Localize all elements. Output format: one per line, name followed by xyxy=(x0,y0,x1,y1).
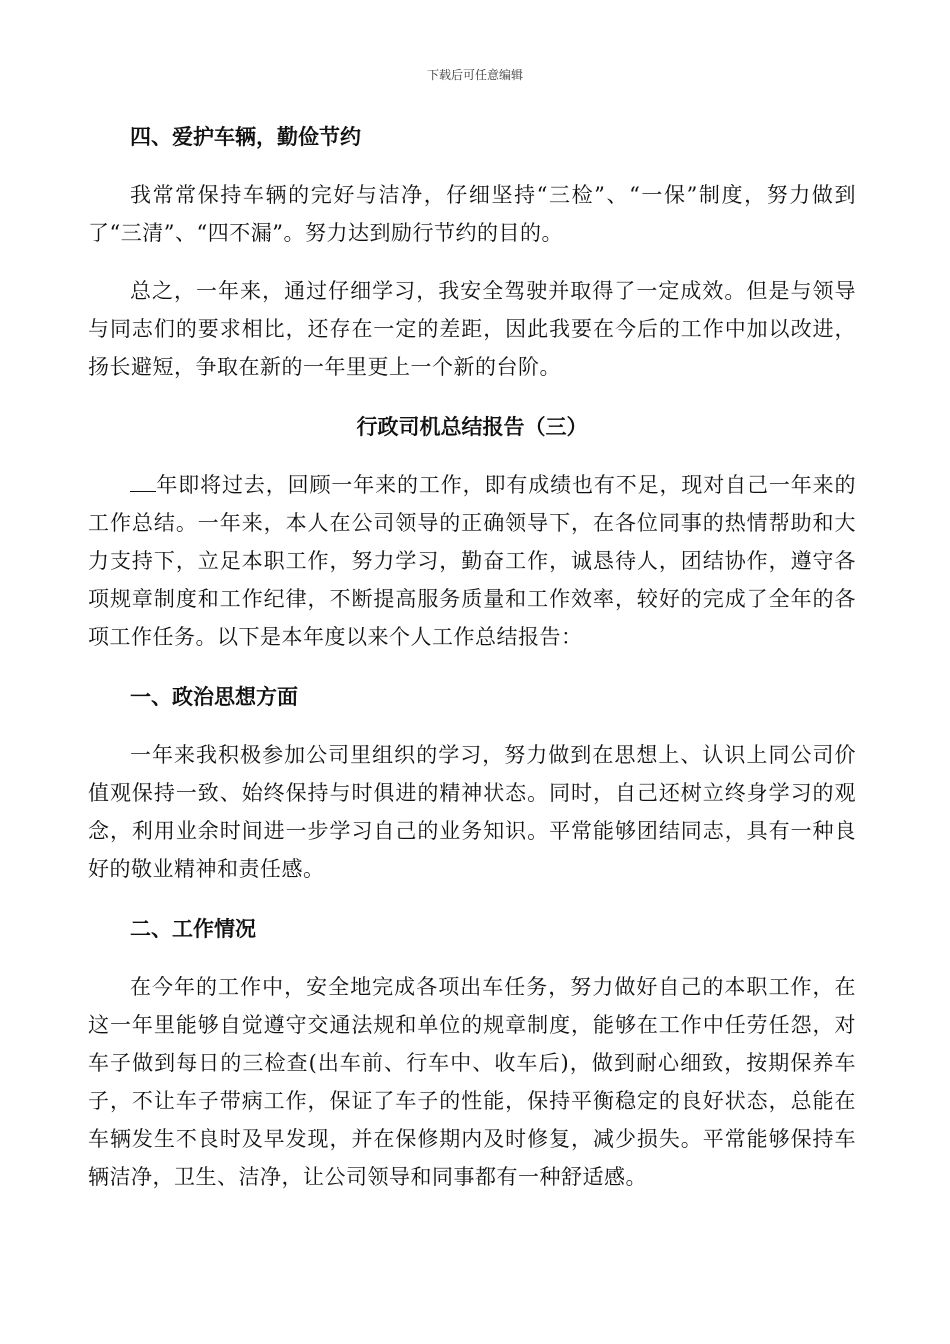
spacer xyxy=(88,656,856,678)
report-intro-text: 年即将过去，回顾一年来的工作，即有成绩也有不足，现对自己一年来的工作总结。一年来，本人在公司领导的正确领导下，在各位同事的热情帮助和大力支持下，立足本职工作，努力学习，勤奋工作，诚恳待人，团结协作，遵守各项规章制度和工作纪律，不断提高服务质量和工作效率，较好的完成了全年的各项工作任务。以下是本年度以来个人工作总结报告： xyxy=(88,473,856,649)
header-note: 下载后可任意编辑 xyxy=(426,68,523,82)
spacer xyxy=(88,386,856,408)
section-2-paragraph: 在今年的工作中，安全地完成各项出车任务，努力做好自己的本职工作，在这一年里能够自觉遵守交通法规和单位的规章制度，能够在工作中任劳任怨，对车子做到每日的三检查(出车前、行车中、收车后)，做到耐心细致，按期保养车子，不让车子带病工作，保证了车子的性能，保持平衡稳定的良好状态，总能在车辆发生不良时及早发现，并在保修期内及时修复，减少损失。平常能够保持车辆洁净，卫生、洁净，让公司领导和同事都有一种舒适感。 xyxy=(88,975,856,1189)
report-title: 行政司机总结报告（三） xyxy=(356,415,588,439)
document-body xyxy=(88,118,856,1196)
spacer xyxy=(88,716,856,736)
spacer xyxy=(88,252,856,272)
report-intro-paragraph xyxy=(88,466,856,656)
section-heading-2: 二、工作情况 xyxy=(130,917,256,941)
section-1-paragraph: 一年来我积极参加公司里组织的学习，努力做到在思想上、认识上同公司价值观保持一致、始终保持与时俱进的精神状态。同时，自己还树立终身学习的观念，利用业余时间进一步学习自己的业务知识。平常能够团结同志，具有一种良好的敬业精神和责任感。 xyxy=(88,743,856,881)
section-heading-1: 一、政治思想方面 xyxy=(130,685,298,709)
section-heading-4: 四、爱护车辆，勤俭节约 xyxy=(130,125,361,149)
section-4-paragraph-1: 我常常保持车辆的完好与洁净，仔细坚持“三检”、“一保”制度，努力做到了“三清”、“四不漏”。努力达到励行节约的目的。 xyxy=(88,183,856,245)
spacer xyxy=(88,446,856,466)
year-blank xyxy=(130,473,156,492)
spacer xyxy=(88,888,856,910)
spacer xyxy=(88,156,856,176)
section-4-paragraph-2: 总之，一年来，通过仔细学习，我安全驾驶并取得了一定成效。但是与领导与同志们的要求相比，还存在一定的差距，因此我要在今后的工作中加以改进，扬长避短，争取在新的一年里更上一个新的台阶。 xyxy=(88,279,856,379)
spacer xyxy=(88,948,856,968)
